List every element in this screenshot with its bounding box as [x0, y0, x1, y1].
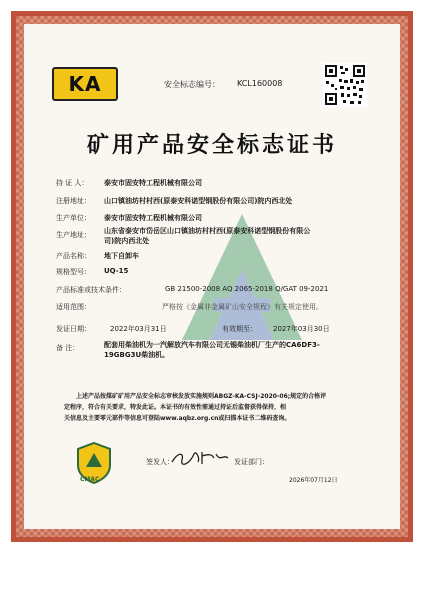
standard-label: 产品标准或技术条件： — [56, 286, 126, 294]
producer-label: 生产单位： — [56, 214, 91, 222]
rule-statement — [64, 391, 364, 424]
standard-value: GB 21500-2008 AQ 2065-2018 Q/GAT 09-2021 — [165, 285, 329, 293]
cmac-text: CMAC — [80, 476, 100, 483]
issue-date-footer: 2026年07月12日 — [289, 477, 338, 484]
product-value: 地下自卸车 — [104, 252, 139, 260]
rule-line1: 上述产品按煤矿矿用产品安全标志审核发放实施规则ABGZ-KA-CSJ-2020-06;规定的合格评 — [76, 393, 327, 400]
model-value: UQ-15 — [104, 267, 129, 275]
ka-logo-text: KA — [68, 72, 102, 96]
prod-address-line2: 司)院内西北处 — [104, 237, 150, 245]
reg-address-value: 山口镇油坊村村西(原泰安科诺型钢股份有限公司)院内西北处 — [104, 197, 293, 205]
rule-line2: 定程序，符合有关要求，特发此证。本证书的有效性需通过持证后监督获得保持，相 — [64, 404, 287, 411]
expiry-label: 有效期至： — [222, 325, 257, 333]
prod-address-label: 生产地址： — [56, 231, 91, 239]
scope-value: 严格按《金属非金属矿山安全规程》有关规定使用。 — [162, 303, 323, 311]
remark-value — [104, 340, 384, 360]
remark-line1: 配套用柴油机为一汽解放汽车有限公司无锡柴油机厂生产的CA6DF3- — [104, 341, 320, 349]
ka-logo — [52, 67, 118, 101]
reg-address-label: 注册地址： — [56, 197, 91, 205]
remark-line2: 19GBG3U柴油机。 — [104, 351, 170, 359]
prod-address-line1: 山东省泰安市岱岳区山口镇油坊村村西(原泰安科诺型钢股份有限公 — [104, 227, 311, 235]
signature-icon — [168, 448, 230, 468]
remark-label: 备 注： — [56, 344, 80, 352]
signer-label: 签发人： — [146, 458, 174, 466]
product-label: 产品名称： — [56, 252, 91, 260]
issue-date-label: 发证日期： — [56, 325, 91, 333]
serial-label: 安全标志编号： — [164, 80, 220, 89]
producer-value: 泰安市固安特工程机械有限公司 — [104, 214, 202, 222]
certificate-title: 矿用产品安全标志证书 — [86, 132, 337, 158]
prod-address-value — [104, 226, 384, 246]
holder-label: 持 证 人： — [56, 179, 89, 187]
issuing-department-label: 发证部门： — [234, 458, 269, 466]
scope-label: 适用范围： — [56, 303, 91, 311]
qr-code-icon — [323, 63, 367, 107]
holder-value: 泰安市固安特工程机械有限公司 — [104, 179, 202, 187]
model-label: 规格型号： — [56, 268, 91, 276]
expiry-value: 2027年03月30日 — [273, 325, 330, 333]
issue-date-value: 2022年03月31日 — [110, 325, 167, 333]
rule-line3: 关信息及主要零元部件等信息可登陆www.aqbz.org.cn或扫描本证书二维码查询。 — [64, 415, 291, 422]
serial-value: KCL160008 — [237, 79, 283, 88]
